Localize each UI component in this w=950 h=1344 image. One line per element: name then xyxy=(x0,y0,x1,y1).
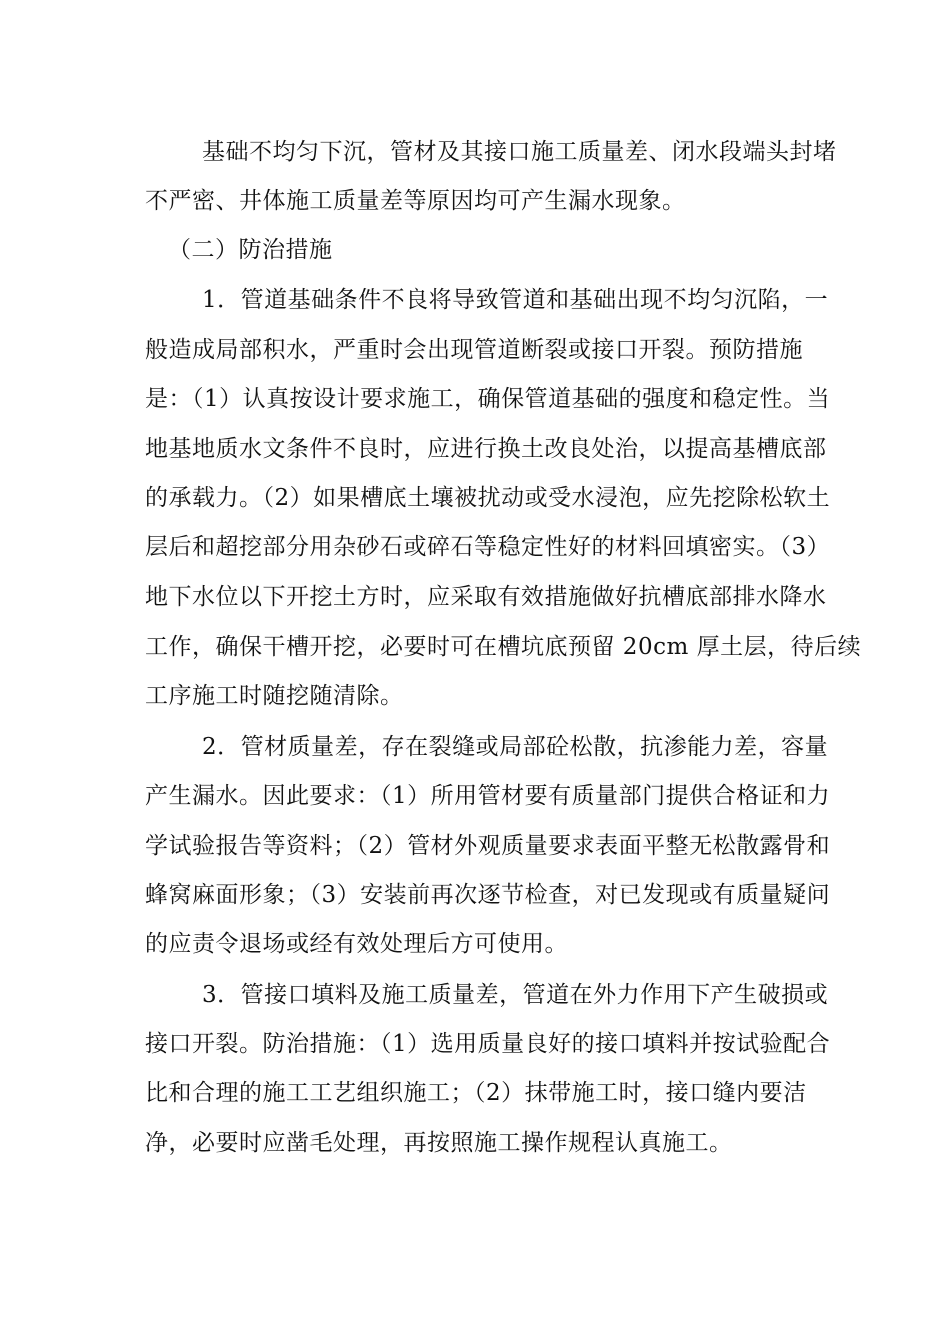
section-heading: （二）防治措施 xyxy=(168,237,333,263)
paragraph-line: 产生漏水。因此要求：（1）所用管材要有质量部门提供合格证和力 xyxy=(145,783,831,809)
paragraph-line: 地下水位以下开挖土方时，应采取有效措施做好抗槽底部排水降水 xyxy=(145,584,827,610)
paragraph-line: 接口开裂。防治措施：（1）选用质量良好的接口填料并按试验配合 xyxy=(145,1031,831,1057)
paragraph-line: 学试验报告等资料；（2）管材外观质量要求表面平整无松散露骨和 xyxy=(145,833,831,859)
paragraph-line: 比和合理的施工工艺组织施工；（2）抹带施工时，接口缝内要洁 xyxy=(145,1080,807,1106)
paragraph-line: 层后和超挖部分用杂砂石或碎石等稳定性好的材料回填密实。（3） xyxy=(145,534,831,560)
paragraph-line: 净，必要时应凿毛处理，再按照施工操作规程认真施工。 xyxy=(145,1130,733,1156)
paragraph-line: 不严密、井体施工质量差等原因均可产生漏水现象。 xyxy=(145,188,686,214)
paragraph-line: 3．管接口填料及施工质量差，管道在外力作用下产生破损或 xyxy=(202,982,829,1008)
paragraph-line: 的应责令退场或经有效处理后方可使用。 xyxy=(145,931,568,957)
paragraph-line: 工作，确保干槽开挖，必要时可在槽坑底预留 20cm 厚土层，待后续 xyxy=(145,634,862,660)
paragraph-line: 般造成局部积水，严重时会出现管道断裂或接口开裂。预防措施 xyxy=(145,337,803,363)
paragraph-line: 地基地质水文条件不良时，应进行换土改良处治，以提高基槽底部 xyxy=(145,436,827,462)
paragraph-line: 1．管道基础条件不良将导致管道和基础出现不均匀沉陷，一 xyxy=(202,287,829,313)
paragraph-line: 2．管材质量差，存在裂缝或局部砼松散，抗渗能力差，容量 xyxy=(202,734,829,760)
paragraph-line: 工序施工时随挖随清除。 xyxy=(145,683,404,709)
paragraph-line: 基础不均匀下沉，管材及其接口施工质量差、闭水段端头封堵 xyxy=(202,139,837,165)
paragraph-line: 蜂窝麻面形象；（3）安装前再次逐节检查，对已发现或有质量疑问 xyxy=(145,882,831,908)
paragraph-line: 是：（1）认真按设计要求施工，确保管道基础的强度和稳定性。当 xyxy=(145,386,831,412)
paragraph-line: 的承载力。（2）如果槽底土壤被扰动或受水浸泡，应先挖除松软土 xyxy=(145,485,831,511)
